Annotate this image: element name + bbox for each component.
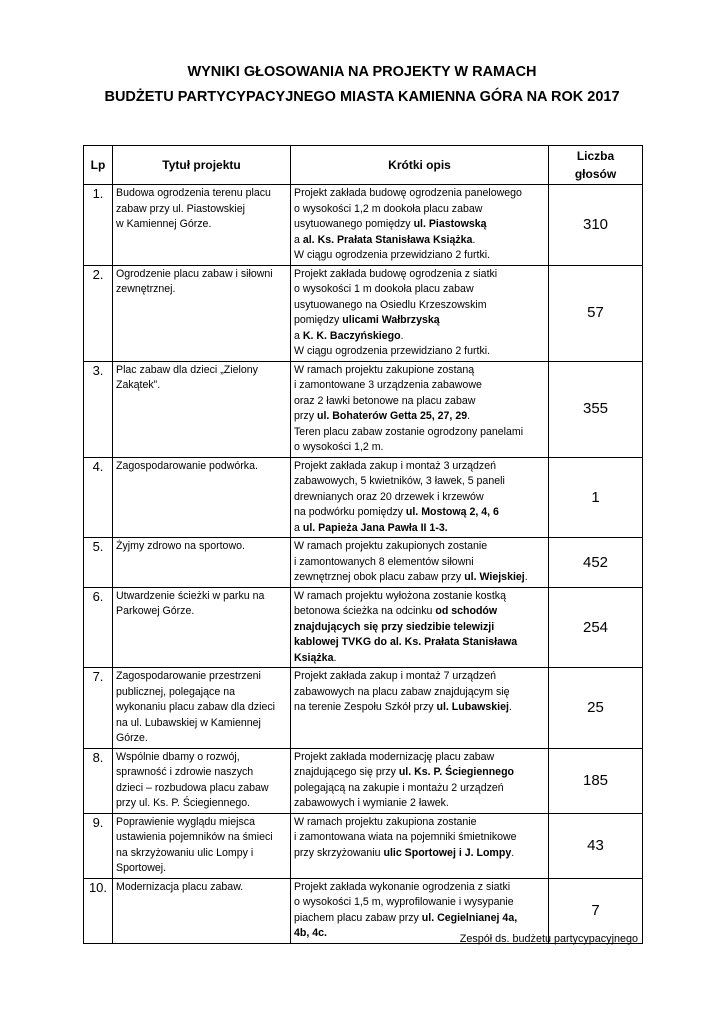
description-text: .	[472, 233, 476, 246]
project-title	[113, 813, 291, 878]
description-line	[294, 571, 528, 583]
description-text: polegającą na zakupie i montażu 2 urządzeń	[294, 781, 504, 794]
row-number: 8.	[84, 748, 113, 813]
description-text: .	[511, 846, 515, 859]
table-row	[84, 265, 643, 361]
vote-count: 7	[549, 878, 643, 943]
description-text: i zamontowanych 8 elementów siłowni	[294, 555, 474, 568]
description-text: na terenie Zespołu Szkół przy	[294, 701, 437, 713]
row-number: 7.	[84, 668, 113, 749]
table-row	[84, 668, 643, 749]
description-line	[294, 652, 336, 664]
description-line	[294, 881, 510, 893]
description-text: drewnianych oraz 20 drzewek i krzewów	[294, 490, 484, 503]
project-title-line: Górze.	[116, 732, 148, 744]
description-bold-text: ul. Papieża Jana Pawła II 1-3.	[302, 521, 448, 534]
description-text: W ramach projektu zakupione zostaną	[294, 363, 475, 376]
description-bold-text: 4b, 4c.	[294, 927, 327, 939]
project-description	[291, 457, 549, 538]
description-line	[294, 249, 490, 261]
description-line	[294, 218, 487, 230]
project-title-line: zewnętrznej.	[116, 283, 176, 295]
project-title-line: na skrzyżowaniu ulic Lompy i	[116, 846, 254, 859]
vote-count: 1	[549, 457, 643, 538]
table-row	[84, 587, 643, 668]
description-line	[294, 395, 475, 407]
voting-results-table	[83, 145, 643, 944]
project-title-line: Parkowej Górze.	[116, 605, 195, 617]
project-title-line: zabaw przy ul. Piastowskiej	[116, 202, 245, 215]
description-line	[294, 621, 494, 633]
description-bold-text: ul. Cegielnianej 4a,	[421, 911, 518, 924]
description-bold-text: Książka	[294, 651, 334, 664]
description-line	[294, 896, 514, 908]
project-description	[291, 813, 549, 878]
project-title-line: Utwardzenie ścieżki w parku na	[116, 589, 265, 602]
project-title	[113, 878, 291, 943]
table-row	[84, 185, 643, 266]
description-bold-text: od schodów	[435, 605, 498, 617]
project-title-line: na ul. Lubawskiej w Kamiennej	[116, 716, 261, 729]
description-line	[294, 345, 490, 357]
description-text: zabawowych, 5 kwietników, 3 ławek, 5 paneli	[294, 475, 505, 487]
project-title	[113, 361, 291, 457]
project-title-line: sprawność i zdrowie naszych	[116, 766, 254, 778]
project-title	[113, 538, 291, 588]
description-line	[294, 590, 506, 602]
description-line	[294, 234, 475, 246]
project-title-line: Ogrodzenie placu zabaw i siłowni	[116, 267, 273, 280]
description-line	[294, 912, 517, 924]
description-text: .	[333, 651, 337, 664]
row-number: 6.	[84, 587, 113, 668]
description-bold-text: znajdujących się przy siedzibie telewizji	[294, 620, 495, 633]
vote-count: 452	[549, 538, 643, 588]
header-votes-line1: Liczba	[576, 149, 615, 163]
table-row	[84, 813, 643, 878]
project-description	[291, 185, 549, 266]
description-line	[294, 701, 512, 713]
description-line	[294, 686, 510, 698]
row-number: 9.	[84, 813, 113, 878]
description-line	[294, 556, 474, 568]
project-title-line: Zagospodarowanie przestrzeni	[116, 670, 261, 682]
description-line	[294, 283, 474, 295]
document-title-line2: BUDŻETU PARTYCYPACYJNEGO MIASTA KAMIENNA GÓRA NA ROK 2017	[104, 89, 620, 105]
project-title-line: Sportowej.	[116, 862, 167, 874]
project-title	[113, 457, 291, 538]
description-text: piachem placu zabaw przy	[294, 911, 422, 924]
description-text: Projekt zakłada budowę ogrodzenia z siatki	[294, 267, 498, 280]
description-text: Projekt zakłada zakup i montaż 3 urządzeń	[294, 459, 496, 472]
description-text: W ciągu ogrodzenia przewidziano 2 furtki.	[294, 345, 491, 357]
description-line	[294, 831, 517, 843]
project-title	[113, 265, 291, 361]
project-title-line: ustawienia pojemników na śmieci	[116, 831, 273, 843]
header-title: Tytuł projektu	[113, 146, 291, 185]
description-text: przy skrzyżowaniu	[294, 846, 384, 859]
description-text: usytuowanego na Osiedlu Krzeszowskim	[294, 298, 487, 311]
header-votes	[549, 146, 643, 185]
vote-count: 310	[549, 185, 643, 266]
description-text: Projekt zakłada budowę ogrodzenia panelowego	[294, 187, 522, 199]
description-text: Projekt zakłada zakup i montaż 7 urządzeń	[294, 670, 496, 682]
row-number: 5.	[84, 538, 113, 588]
description-line	[294, 475, 505, 487]
description-text: Projekt zakłada modernizację placu zabaw	[294, 750, 495, 763]
project-description	[291, 361, 549, 457]
description-text: a	[294, 521, 303, 534]
project-title	[113, 185, 291, 266]
description-text: .	[508, 701, 512, 713]
description-line	[294, 927, 327, 939]
description-text: W ramach projektu zakupionych zostanie	[294, 540, 488, 552]
description-line	[294, 299, 487, 311]
project-description	[291, 668, 549, 749]
description-text: o wysokości 1,2 m.	[294, 441, 384, 453]
row-number: 1.	[84, 185, 113, 266]
project-description	[291, 748, 549, 813]
description-line	[294, 540, 487, 552]
header-votes-line2: głosów	[574, 167, 617, 181]
description-bold-text: ul. Mostową 2, 4, 6	[405, 506, 499, 518]
description-line	[294, 410, 470, 422]
description-line	[294, 268, 497, 280]
header-lp: Lp	[84, 146, 113, 185]
project-title-line: Budowa ogrodzenia terenu placu	[116, 187, 271, 199]
row-number: 10.	[84, 878, 113, 943]
description-line	[294, 751, 494, 763]
table-row	[84, 361, 643, 457]
row-number: 2.	[84, 265, 113, 361]
project-description	[291, 265, 549, 361]
description-text: .	[524, 571, 528, 583]
description-bold-text: al. Ks. Prałata Stanisława Książka	[302, 233, 473, 246]
description-line	[294, 847, 514, 859]
footer-signature: Zespół ds. budżetu partycypacyjnego	[459, 933, 638, 945]
description-line	[294, 379, 482, 391]
description-text: .	[400, 329, 404, 342]
description-text: W ciągu ogrodzenia przewidziano 2 furtki.	[294, 249, 491, 261]
description-line	[294, 203, 482, 215]
description-line	[294, 426, 523, 438]
description-text: Teren placu zabaw zostanie ogrodzony panelami	[294, 425, 524, 438]
vote-count: 185	[549, 748, 643, 813]
table-body	[84, 185, 643, 944]
table-row	[84, 457, 643, 538]
description-text: a	[294, 233, 303, 246]
description-line	[294, 766, 514, 778]
project-title-line: Poprawienie wyglądu miejsca	[116, 815, 255, 828]
description-bold-text: kablowej TVKG do al. Ks. Prałata Stanisława	[294, 636, 518, 648]
project-title-line: Żyjmy zdrowo na sportowo.	[116, 540, 245, 552]
project-title-line: Wspólnie dbamy o rozwój,	[116, 750, 240, 763]
description-text: o wysokości 1,2 m dookoła placu zabaw	[294, 202, 483, 215]
project-title-line: Plac zabaw dla dzieci „Zielony	[116, 363, 258, 376]
table-row	[84, 748, 643, 813]
project-title-line: wykonaniu placu zabaw dla dzieci	[116, 701, 275, 713]
row-number: 3.	[84, 361, 113, 457]
description-line	[294, 460, 496, 472]
description-bold-text: ul. Piastowską	[413, 218, 487, 230]
description-line	[294, 605, 497, 617]
description-text: zabawowych na placu zabaw znajdującym się	[294, 685, 510, 698]
description-bold-text: ulic Sportowej i J. Lompy	[383, 846, 512, 859]
project-title	[113, 668, 291, 749]
description-text: pomiędzy	[294, 314, 343, 326]
description-line	[294, 636, 517, 648]
description-bold-text: ulicami Wałbrzyską	[342, 314, 440, 326]
project-description	[291, 587, 549, 668]
description-text: zewnętrznej obok placu zabaw przy	[294, 571, 465, 583]
project-title-line: w Kamiennej Górze.	[116, 218, 212, 230]
description-bold-text: ul. Wiejskiej	[464, 571, 525, 583]
description-text: na podwórku pomiędzy	[294, 506, 406, 518]
document-title-line1: WYNIKI GŁOSOWANIA NA PROJEKTY W RAMACH	[187, 64, 537, 80]
description-text: o wysokości 1 m dookoła placu zabaw	[294, 283, 474, 295]
vote-count: 43	[549, 813, 643, 878]
project-title-line: Zakątek”.	[116, 379, 161, 391]
description-line	[294, 670, 496, 682]
description-line	[294, 797, 449, 809]
project-title-line: Zagospodarowanie podwórka.	[116, 459, 258, 472]
description-line	[294, 491, 484, 503]
description-line	[294, 330, 404, 342]
project-title-line: dzieci – rozbudowa placu zabaw	[116, 781, 269, 794]
description-line	[294, 314, 440, 326]
description-text: zabawowych i wymianie 2 ławek.	[294, 797, 449, 809]
vote-count: 254	[549, 587, 643, 668]
description-text: i zamontowane 3 urządzenia zabawowe	[294, 379, 482, 391]
description-text: betonowa ścieżka na odcinku	[294, 605, 436, 617]
description-line	[294, 522, 448, 534]
vote-count: 57	[549, 265, 643, 361]
description-line	[294, 782, 504, 794]
vote-count: 355	[549, 361, 643, 457]
description-bold-text: ul. Ks. P. Ściegiennego	[398, 766, 515, 778]
description-bold-text: ul. Lubawskiej	[436, 701, 509, 713]
description-text: usytuowanego pomiędzy	[294, 218, 414, 230]
row-number: 4.	[84, 457, 113, 538]
description-line	[294, 816, 477, 828]
table-row	[84, 538, 643, 588]
table-header-row	[84, 146, 643, 185]
description-text: oraz 2 ławki betonowe na placu zabaw	[294, 394, 476, 407]
description-bold-text: ul. Bohaterów Getta 25, 27, 29	[316, 410, 468, 422]
project-title-line: publicznej, polegające na	[116, 685, 235, 698]
description-text: .	[467, 410, 471, 422]
description-text: i zamontowana wiata na pojemniki śmietnikowe	[294, 831, 517, 843]
description-text: W ramach projektu zakupiona zostanie	[294, 815, 477, 828]
description-line	[294, 364, 474, 376]
description-text: a	[294, 329, 303, 342]
project-title	[113, 748, 291, 813]
description-text: o wysokości 1,5 m, wyprofilowanie i wysypanie	[294, 896, 514, 908]
project-title	[113, 587, 291, 668]
header-description: Krótki opis	[291, 146, 549, 185]
project-description	[291, 538, 549, 588]
description-bold-text: K. K. Baczyńskiego	[302, 329, 401, 342]
description-line	[294, 506, 499, 518]
project-title-line: przy ul. Ks. P. Ściegiennego.	[116, 797, 251, 809]
description-text: przy	[294, 410, 317, 422]
description-line	[294, 441, 384, 453]
vote-count: 25	[549, 668, 643, 749]
description-text: znajdującego się przy	[294, 766, 399, 778]
description-line	[294, 187, 522, 199]
description-text: W ramach projektu wyłożona zostanie kostką	[294, 589, 506, 602]
description-text: Projekt zakłada wykonanie ogrodzenia z siatki	[294, 880, 511, 893]
project-title-line: Modernizacja placu zabaw.	[116, 880, 244, 893]
